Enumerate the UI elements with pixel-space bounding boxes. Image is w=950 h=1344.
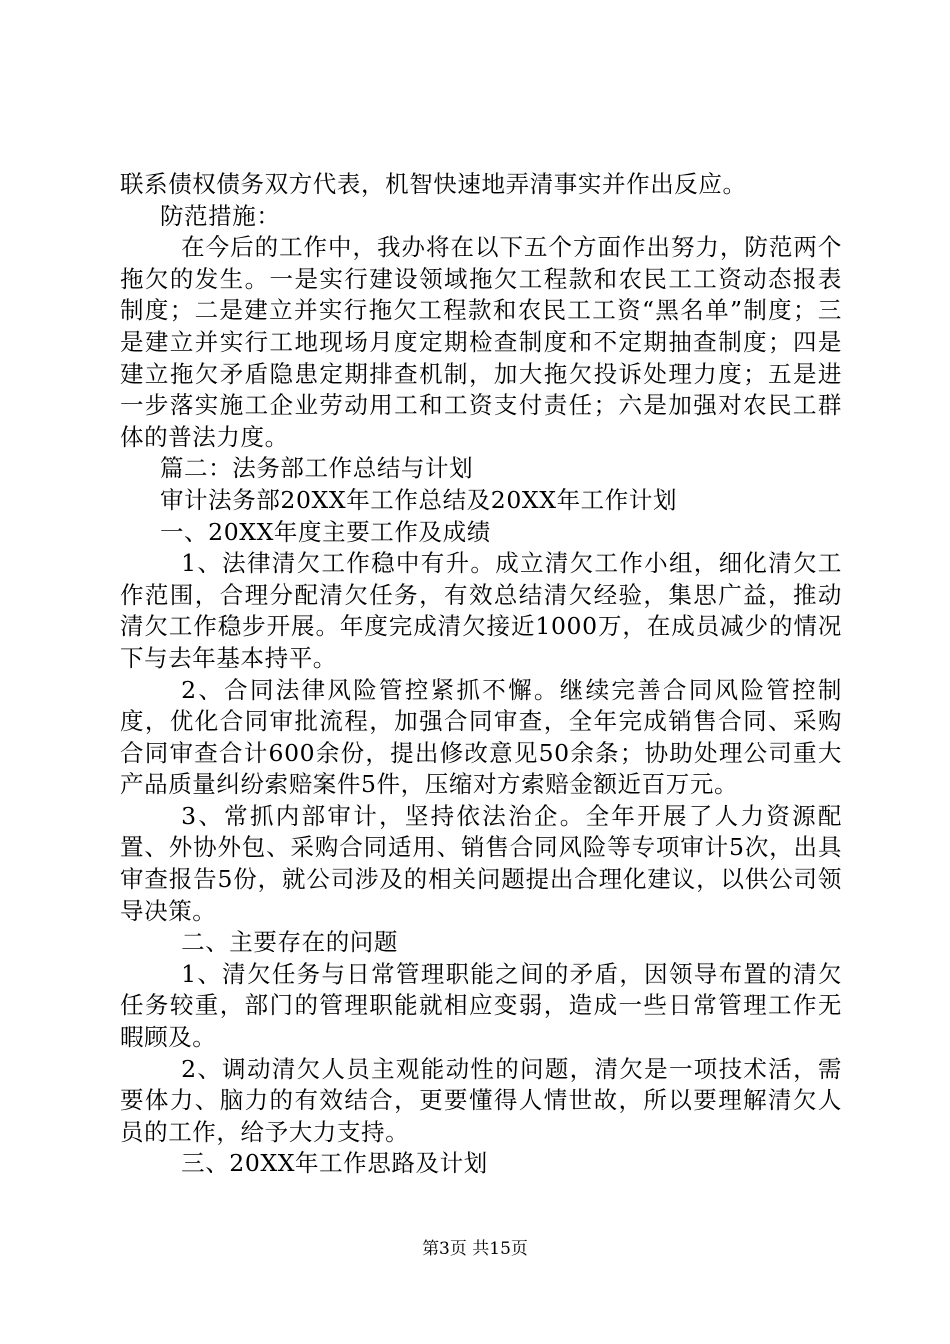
paragraph-11: 1、清欠任务与日常管理职能之间的矛盾，因领导布置的清欠任务较重，部门的管理职能就相应变弱，造成一些日常管理工作无暇顾及。 — [120, 959, 842, 1052]
paragraph-10: 二、主要存在的问题 — [181, 928, 398, 957]
document-body — [120, 169, 842, 1180]
paragraph-5: 审计法务部20XX年工作总结及20XX年工作计划 — [159, 485, 678, 514]
paragraph-7: 1、法律清欠工作稳中有升。成立清欠工作小组，细化清欠工作范围，合理分配清欠任务，有效总结清欠经验，集思广益，推动清欠工作稳步开展。年度完成清欠接近1000万，在成员减少的情况下与去年基本持平。 — [120, 549, 842, 672]
paragraph-9: 3、常抓内部审计，坚持依法治企。全年开展了人力资源配置、外协外包、采购合同适用、销售合同风险等专项审计5次，出具审查报告5份，就公司涉及的相关问题提出合理化建议，以供公司领导决策。 — [120, 801, 842, 925]
paragraph-2: 防范措施： — [159, 201, 281, 230]
paragraph-13: 三、20XX年工作思路及计划 — [181, 1149, 488, 1178]
paragraph-1: 联系债权债务双方代表，机智快速地弄清事实并作出反应。 — [120, 170, 747, 198]
paragraph-4: 篇二：法务部工作总结与计划 — [159, 454, 474, 483]
paragraph-3: 在今后的工作中，我办将在以下五个方面作出努力，防范两个拖欠的发生。一是实行建设领域拖欠工程款和农民工工资动态报表制度；二是建立并实行拖欠工程款和农民工工资“黑名单”制度；三是建立并实行工地现场月度定期检查制度和不定期抽查制度；四是建立拖欠矛盾隐患定期排查机制，加大拖欠投诉处理力度；五是进一步落实施工企业劳动用工和工资支付责任；六是加强对农民工群体的普法力度。 — [120, 233, 842, 451]
paragraph-8: 2、合同法律风险管控紧抓不懈。继续完善合同风险管控制度，优化合同审批流程，加强合同审查，全年完成销售合同、采购合同审查合计600余份，提出修改意见50余条；协助处理公司重大产品质量纠纷索赔案件5件，压缩对方索赔金额近百万元。 — [120, 675, 842, 799]
paragraph-12: 2、调动清欠人员主观能动性的问题，清欠是一项技术活，需要体力、脑力的有效结合，更要懂得人情世故，所以要理解清欠人员的工作，给予大力支持。 — [120, 1054, 842, 1146]
paragraph-6: 一、20XX年度主要工作及成绩 — [159, 517, 491, 546]
page-number-footer: 第3页 共15页 — [422, 1239, 528, 1259]
